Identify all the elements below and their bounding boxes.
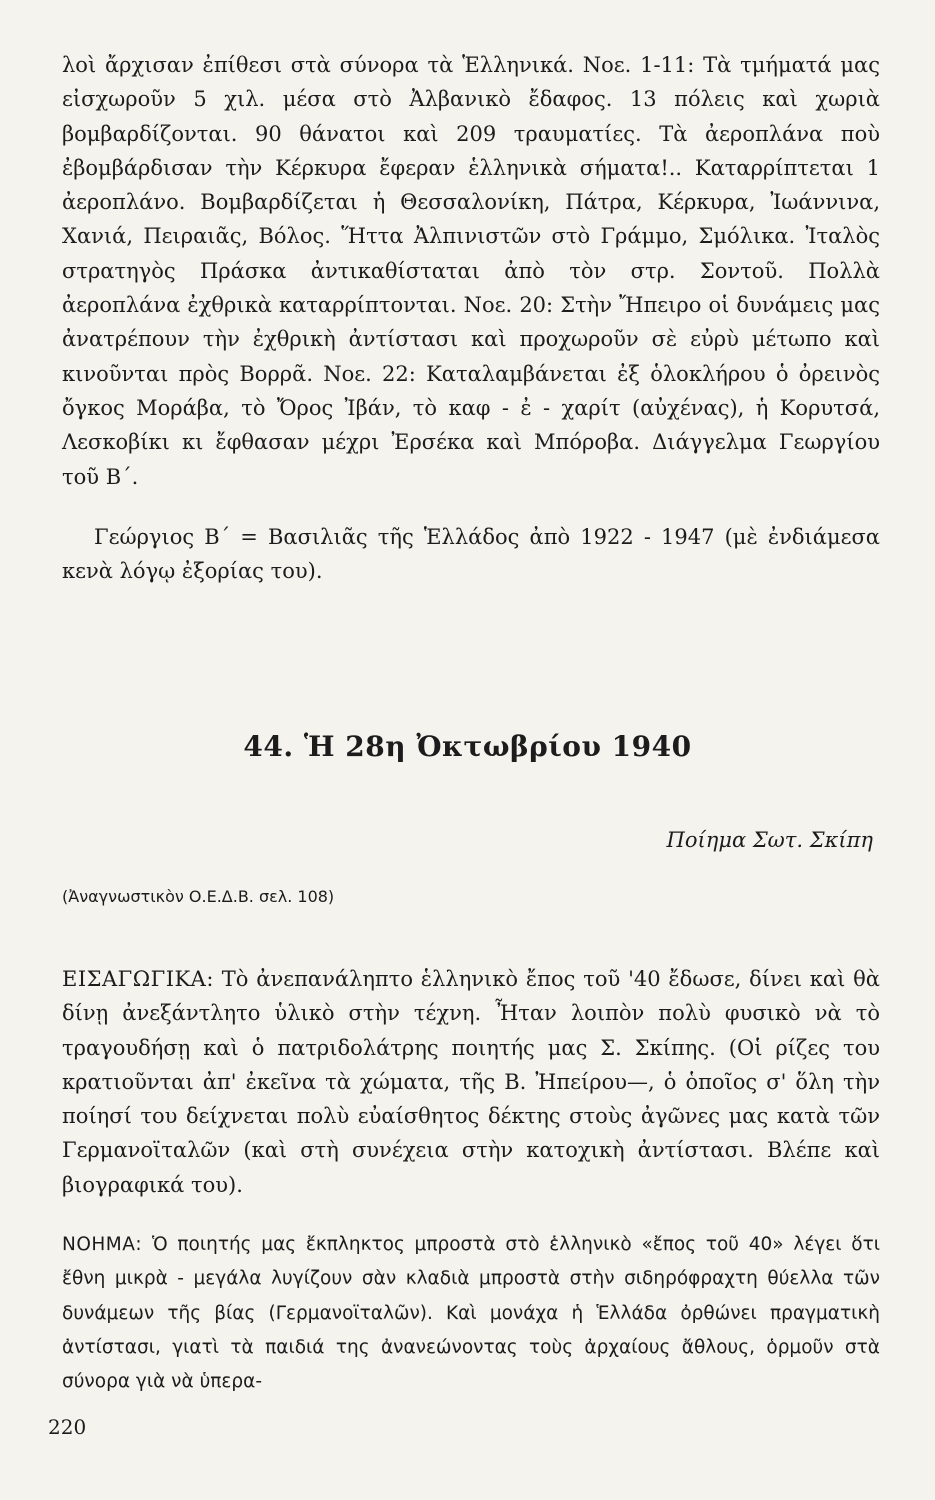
chapter-title: 44. Ἡ 28η Ὀκτωβρίου 1940 [243,730,692,763]
intro-paragraph [62,962,880,1202]
meaning-text: Ὁ ποιητής μας ἔκπληκτος μπροστὰ στὸ ἑλληνικὸ «ἔπος τοῦ 40» λέγει ὅτι ἔθνη μικρὰ - μεγάλα λυγίζουν σὰν κλαδιὰ μπροστὰ στὴν σιδηρόφραχτη θύελλα τῶν δυνάμεων τῆς βίας (Γερμανοϊταλῶν). Καὶ μονάχα ἡ Ἑλλάδα ὀρθώνει πραγματικὴ ἀντίστασι, γιατὶ τὰ παιδιά της ἀνανεώνοντας τοὺς ἀρχαίους ἄθλους, ὁρμοῦν στὰ σύνορα γιὰ νὰ ὑπερα- [62,1234,881,1393]
meaning-label: ΝΟΗΜΑ: [62,1234,143,1255]
poem-attribution: Ποίημα Σωτ. Σκίπη [666,828,873,852]
source-reference: (Ἀναγνωστικὸν Ο.Ε.Δ.Β. σελ. 108) [62,887,335,906]
meaning-paragraph [62,1228,880,1399]
page-number: 220 [48,1415,87,1439]
history-paragraph: λοὶ ἄρχισαν ἐπίθεσι στὰ σύνορα τὰ Ἑλληνικά. Νοε. 1-11: Τὰ τμήματά μας εἰσχωροῦν 5 χιλ. μέσα στὸ Ἀλβανικὸ ἔδαφος. 13 πόλεις καὶ χωριὰ βομβαρδίζονται. 90 θάνατοι καὶ 209 τραυματίες. Τὰ ἀεροπλάνα ποὺ ἐβομβάρδισαν τὴν Κέρκυρα ἔφεραν ἑλληνικὰ σήματα!.. Καταρρίπτεται 1 ἀεροπλάνο. Βομβαρδίζεται ἡ Θεσσαλονίκη, Πάτρα, Κέρκυρα, Ἰωάννινα, Χανιά, Πειραιᾶς, Βόλος. Ἥττα Ἀλπινιστῶν στὸ Γράμμο, Σμόλικα. Ἰταλὸς στρατηγὸς Πράσκα ἀντικαθίσταται ἀπὸ τὸν στρ. Σοντοῦ. Πολλὰ ἀεροπλάνα ἐχθρικὰ καταρρίπτονται. Νοε. 20: Στὴν Ἤπειρο οἱ δυνάμεις μας ἀνατρέπουν τὴν ἐχθρικὴ ἀντίστασι καὶ προχωροῦν σὲ εὐρὺ μέτωπο καὶ κινοῦνται πρὸς Βορρᾶ. Νοε. 22: Καταλαμβάνεται ἐξ ὁλοκλήρου ὁ ὀρεινὸς ὄγκος Μοράβα, τὸ Ὄρος Ἰβάν, τὸ καφ - ἐ - χαρίτ (αὐχένας), ἡ Κορυτσά, Λεσκοβίκι κι ἔφθασαν μέχρι Ἐρσέκα καὶ Μπόροβα. Διάγγελμα Γεωργίου τοῦ Β΄. [62,53,880,489]
intro-text: Τὸ ἀνεπανάληπτο ἑλληνικὸ ἔπος τοῦ '40 ἔδωσε, δίνει καὶ θὰ δίνῃ ἀνεξάντλητο ὑλικὸ στὴν τέχνη. Ἦταν λοιπὸν πολὺ φυσικὸ νὰ τὸ τραγουδήσῃ καὶ ὁ πατριδολάτρης ποιητής μας Σ. Σκίπης. (Οἱ ρίζες του κρατιοῦνται ἀπ' ἐκεῖνα τὰ χώματα, τῆς Β. Ἠπείρου—, ὁ ὁποῖος σ' ὅλη τὴν ποίησί του δείχνεται πολὺ εὐαίσθητος δέκτης στοὺς ἀγῶνες μας κατὰ τῶν Γερμανοϊταλῶν (καὶ στὴ συνέχεια στὴν κατοχικὴ ἀντίστασι. Βλέπε καὶ βιογραφικά του). [62,967,880,1197]
king-note-paragraph: Γεώργιος Β΄ = Βασιλιᾶς τῆς Ἑλλάδος ἀπὸ 1922 - 1947 (μὲ ἐνδιάμεσα κενὰ λόγῳ ἐξορίας του). [62,525,880,584]
intro-label: ΕΙΣΑΓΩΓΙΚΑ: [62,967,214,991]
